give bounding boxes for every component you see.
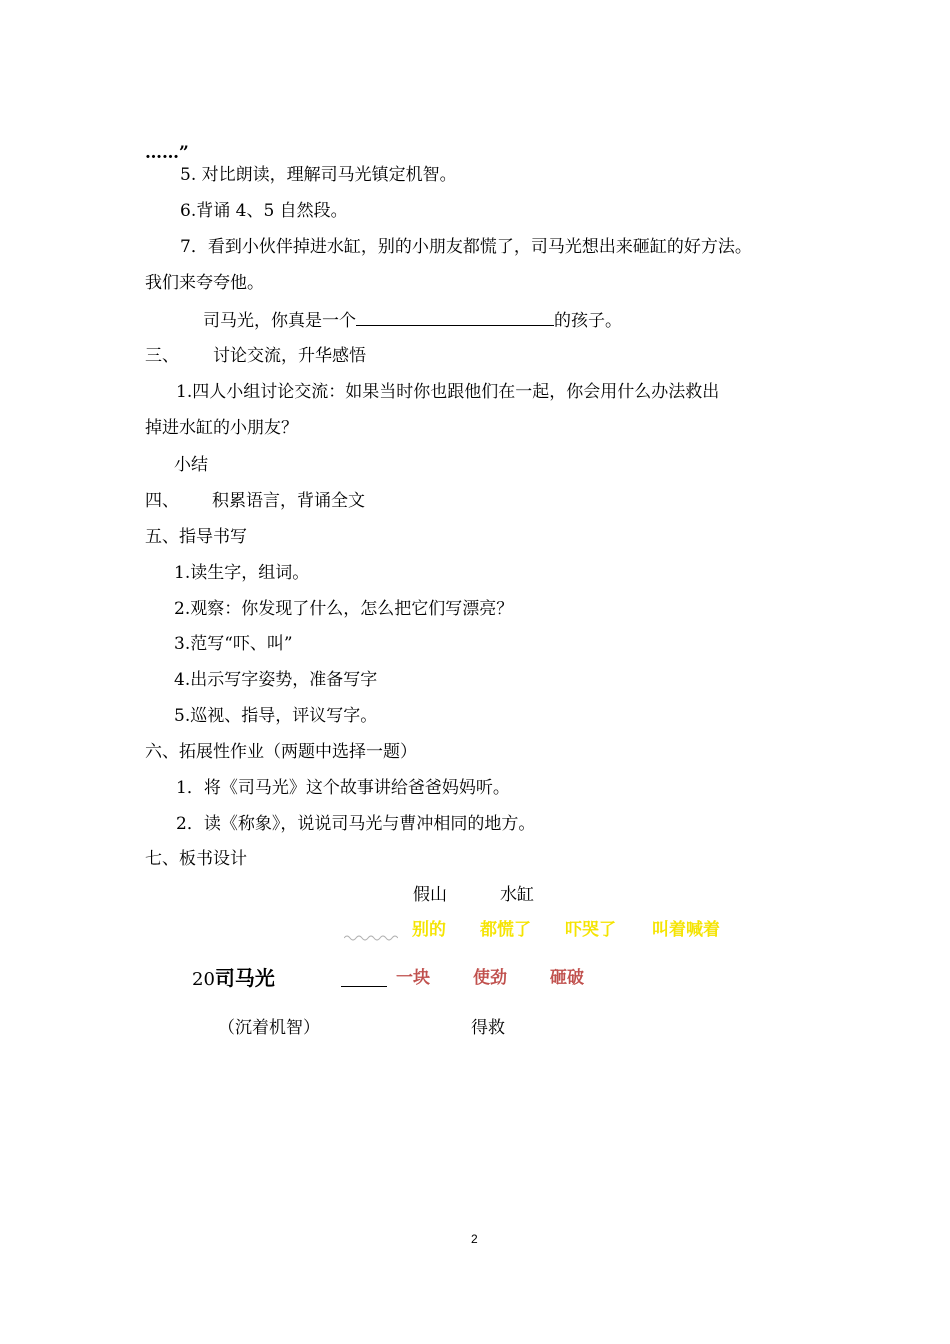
section-5-item-1: 1.读生字，组词。 xyxy=(174,563,310,583)
section-3-number: 三、 xyxy=(145,346,179,366)
section-5-item-4: 4.出示写字姿势，准备写字 xyxy=(174,670,378,690)
board-red-0: 一块 xyxy=(396,968,430,988)
board-yellow-1: 都慌了 xyxy=(480,920,531,940)
wavy-underline xyxy=(344,933,398,943)
section-4-number: 四、 xyxy=(145,491,179,511)
fill-prefix: 司马光，你真是一个 xyxy=(203,311,356,331)
ellipsis-line: ……” xyxy=(145,143,189,163)
section-6-item-2: 2．读《称象》，说说司马光与曹冲相同的地方。 xyxy=(176,814,536,834)
section-6-title: 六、拓展性作业（两题中选择一题） xyxy=(145,742,417,762)
board-rockery: 假山 xyxy=(413,885,447,905)
step-5: 5. 对比朗读，理解司马光镇定机智。 xyxy=(180,165,457,185)
section-5-title: 五、指导书写 xyxy=(145,527,247,547)
board-blank-line xyxy=(341,986,387,987)
board-red-2: 砸破 xyxy=(550,968,584,988)
step-6: 6.背诵 4、5 自然段。 xyxy=(180,201,348,221)
section-3-item-1-line2: 掉进水缸的小朋友？ xyxy=(145,418,298,438)
step-7-line1: 7．看到小伙伴掉进水缸，别的小朋友都慌了，司马光想出来砸缸的好方法。 xyxy=(180,237,752,257)
section-5-item-5: 5.巡视、指导，评议写字。 xyxy=(174,706,378,726)
section-3-item-1-line1: 1.四人小组讨论交流：如果当时你也跟他们在一起，你会用什么办法救出 xyxy=(176,382,720,402)
lesson-number-value: 20 xyxy=(192,969,215,990)
section-4-title: 积累语言，背诵全文 xyxy=(212,491,365,511)
fill-blank xyxy=(356,309,554,326)
board-calm-wise: （沉着机智） xyxy=(218,1018,320,1038)
fill-suffix: 的孩子。 xyxy=(554,311,622,331)
section-6-item-1: 1．将《司马光》这个故事讲给爸爸妈妈听。 xyxy=(176,778,510,798)
summary-label: 小结 xyxy=(174,455,208,475)
board-yellow-2: 吓哭了 xyxy=(565,920,616,940)
lesson-number xyxy=(192,967,275,991)
board-yellow-3: 叫着喊着 xyxy=(652,920,720,940)
page-number: 2 xyxy=(471,1232,478,1246)
section-7-title: 七、板书设计 xyxy=(145,849,247,869)
board-red-1: 使劲 xyxy=(473,968,507,988)
step-7-line2: 我们来夸夸他。 xyxy=(145,273,264,293)
section-5-item-2: 2.观察：你发现了什么，怎么把它们写漂亮？ xyxy=(174,599,514,619)
board-title: 司马光 xyxy=(214,966,275,990)
board-yellow-0: 别的 xyxy=(412,920,446,940)
section-3-title: 讨论交流，升华感悟 xyxy=(213,346,366,366)
board-water-vat: 水缸 xyxy=(500,885,534,905)
section-5-item-3: 3.范写“吓、叫” xyxy=(174,634,293,654)
board-rescued: 得救 xyxy=(471,1018,505,1038)
fill-in-sentence xyxy=(203,309,622,332)
